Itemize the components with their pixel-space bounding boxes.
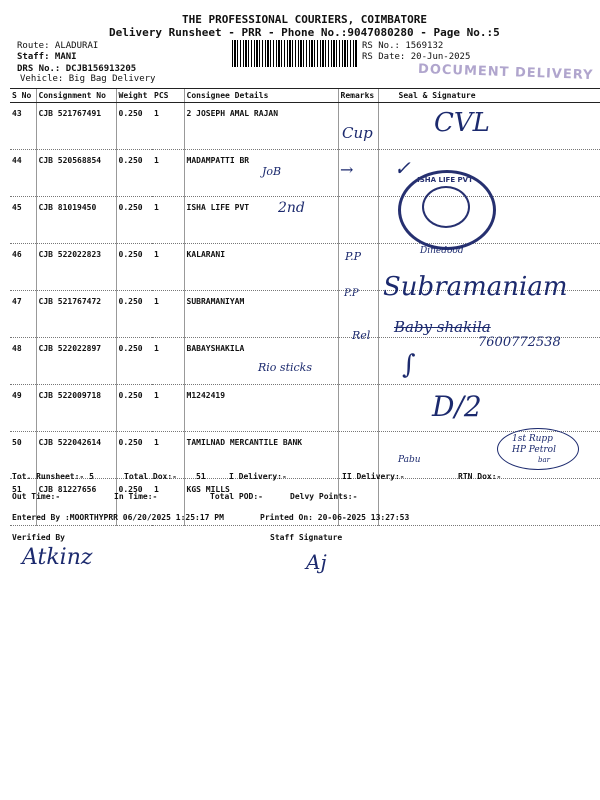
rs-date: RS Date: 20-Jun-2025 [362, 52, 471, 62]
row-signature [378, 385, 600, 432]
row-sno: 50 [10, 432, 36, 479]
row-weight: 0.250 [116, 291, 152, 338]
staff-signature-label: Staff Signature [270, 533, 343, 542]
remark-48: Rel [352, 329, 371, 342]
row-sno: 49 [10, 385, 36, 432]
row-pcs: 1 [152, 150, 184, 197]
out-time: Out Time:- [12, 492, 61, 501]
row-consignment-no: CJB 522009718 [36, 385, 116, 432]
signature-43: CVL [434, 108, 490, 138]
note-45: 2nd [278, 200, 305, 216]
row-consignment-no: CJB 81227656 [36, 479, 116, 526]
document-delivery-stamp: DOCUMENT DELIVERY [417, 61, 594, 84]
staff-label: Staff: MANI [17, 52, 77, 62]
row-weight: 0.250 [116, 479, 152, 526]
row-pcs: 1 [152, 432, 184, 479]
row-pcs: 1 [152, 385, 184, 432]
route-label: Route: ALADURAI [17, 41, 99, 51]
rs-number: RS No.: 1569132 [362, 41, 444, 51]
row-remarks [338, 197, 378, 244]
row-consignee: ISHA LIFE PVT [184, 197, 338, 244]
company-seal-inner [422, 186, 470, 228]
remark-43: Cup [342, 124, 373, 142]
printed-on: Printed On: 20-06-2025 13:27:53 [260, 513, 410, 522]
row-remarks [338, 338, 378, 385]
col-consignee: Consignee Details [184, 89, 338, 103]
row-consignment-no: CJB 521767491 [36, 103, 116, 150]
row-consignment-no: CJB 521767472 [36, 291, 116, 338]
table-row [10, 150, 600, 197]
row-pcs: 1 [152, 103, 184, 150]
row-pcs: 1 [152, 197, 184, 244]
total-pod: Total POD:- [210, 492, 263, 501]
row-pcs: 1 [152, 338, 184, 385]
row-sno: 47 [10, 291, 36, 338]
col-seal-signature: Seal & Signature [378, 89, 600, 103]
in-time: In Time:- [114, 492, 158, 501]
remark-47: P.P [344, 288, 359, 299]
row-consignment-no: CJB 81019450 [36, 197, 116, 244]
total-dox-value: 51 [196, 472, 206, 481]
col-remarks: Remarks [338, 89, 378, 103]
row-sno: 48 [10, 338, 36, 385]
row-consignee: 2 JOSEPH AMAL RAJAN [184, 103, 338, 150]
row-pcs: 1 [152, 479, 184, 526]
row-pcs: 1 [152, 244, 184, 291]
row-weight: 0.250 [116, 150, 152, 197]
vehicle-label: Vehicle: Big Bag Delivery [20, 74, 156, 84]
row-consignee: M1242419 [184, 385, 338, 432]
ii-delivery: II Delivery:- [342, 472, 405, 481]
row-weight: 0.250 [116, 197, 152, 244]
remark-46: P.P [345, 250, 362, 263]
signature-48: Baby shakila [394, 318, 491, 336]
row-pcs: 1 [152, 291, 184, 338]
row-consignee: BABAYSHAKILA [184, 338, 338, 385]
company-title: THE PROFESSIONAL COURIERS, COIMBATORE [182, 13, 428, 26]
row-sno: 44 [10, 150, 36, 197]
row-consignee: KALARANI [184, 244, 338, 291]
delvy-points: Delvy Points:- [290, 492, 358, 501]
row-sno: 45 [10, 197, 36, 244]
row-weight: 0.250 [116, 385, 152, 432]
table-row [10, 197, 600, 244]
row-consignee: TAMILNAD MERCANTILE BANK [184, 432, 338, 479]
row-remarks [338, 385, 378, 432]
row-sno: 46 [10, 244, 36, 291]
signature-46: Dinedood [420, 246, 464, 256]
row-consignee: KGS MILLS [184, 479, 338, 526]
runsheet-subtitle: Delivery Runsheet - PRR - Phone No.:9047080280 - Page No.:5 [109, 26, 500, 39]
row-consignment-no: CJB 520568854 [36, 150, 116, 197]
total-dox-label: Total Dox:- [124, 472, 177, 481]
staff-signature: Aj [306, 550, 327, 574]
note-51-line2: HP Petrol [512, 445, 556, 455]
verified-signature: Atkinz [22, 545, 93, 570]
seal-text: ISHA LIFE PVT [417, 176, 473, 184]
row-sno: 51 [10, 479, 36, 526]
row-consignee: MADAMPATTI BR [184, 150, 338, 197]
rtn-dox: RTN Dox:- [458, 472, 502, 481]
note-49: Rio sticks [258, 361, 312, 374]
row-consignment-no: CJB 522022897 [36, 338, 116, 385]
table-row [10, 103, 600, 150]
col-sno: S No [10, 89, 36, 103]
note-51-line3: bar [538, 456, 551, 464]
signature-44: ✓ [394, 156, 411, 180]
table-row [10, 385, 600, 432]
signature-47: Subramaniam [383, 272, 568, 302]
row-weight: 0.250 [116, 244, 152, 291]
row-sno: 43 [10, 103, 36, 150]
i-delivery: I Delivery:- [229, 472, 287, 481]
remark-51: Pabu [398, 455, 421, 465]
remark-44-mark: → [340, 160, 354, 179]
total-runsheet: Tot. Runsheet:- 5 [12, 472, 94, 481]
row-consignment-no: CJB 522042614 [36, 432, 116, 479]
table-header-row [10, 89, 600, 103]
row-weight: 0.250 [116, 338, 152, 385]
row-consignment-no: CJB 522022823 [36, 244, 116, 291]
entered-by: Entered By :MOORTHYPRR 06/20/2025 1:25:17 PM [12, 513, 224, 522]
note-51-line1: 1st Rupp [512, 434, 553, 444]
signature-49: ∫ [402, 350, 416, 380]
signature-50: D/2 [432, 390, 482, 423]
row-consignee: SUBRAMANIYAM [184, 291, 338, 338]
verified-by: Verified By [12, 533, 65, 542]
col-weight: Weight [116, 89, 152, 103]
row-weight: 0.250 [116, 432, 152, 479]
col-pcs: PCS [152, 89, 184, 103]
barcode [232, 40, 358, 67]
row-weight: 0.250 [116, 103, 152, 150]
row-signature [378, 479, 600, 526]
col-consignment: Consignment No [36, 89, 116, 103]
note-44: JoB [262, 165, 282, 178]
phone-48: 7600772538 [478, 335, 561, 350]
drs-number: DRS No.: DCJB156913205 [17, 64, 137, 74]
